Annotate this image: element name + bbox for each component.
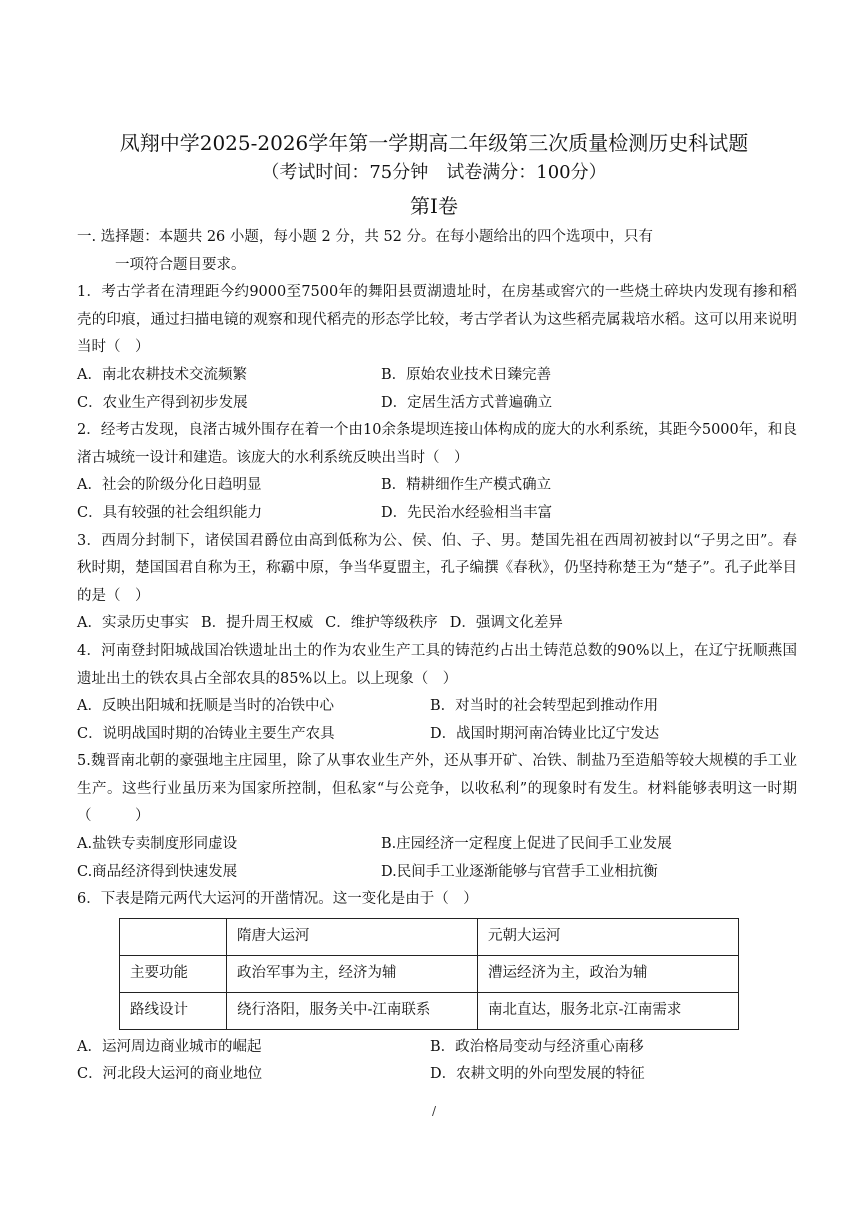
q1-option-c: C．农业生产得到初步发展 — [77, 394, 248, 411]
q3-option-b: B．提升周王权威 — [200, 615, 314, 632]
q6-option-b: B．政治格局变动与经济重心南移 — [430, 1038, 644, 1055]
q6-option-c: C．河北段大运河的商业地位 — [77, 1066, 263, 1083]
question-6-options-row2 — [77, 1061, 797, 1089]
exam-title: 凤翔中学2025-2026学年第一学期高二年级第三次质量检测历史科试题 — [119, 131, 749, 155]
q5-option-a: A.盐铁专卖制度形同虚设 — [77, 836, 238, 853]
q4-option-d: D．战国时期河南冶铸业比辽宁发达 — [430, 725, 660, 742]
table-header-cell — [120, 918, 227, 955]
q5-option-c: C.商品经济得到快速发展 — [77, 863, 238, 880]
question-2-options-row2 — [77, 500, 797, 528]
table-cell: 绕行洛阳，服务关中-江南联系 — [227, 992, 478, 1029]
page-footer-mark: / — [431, 1104, 437, 1118]
question-5-stem: 5.魏晋南北朝的豪强地主庄园里，除了从事农业生产外，还从事开矿、冶铁、制盐乃至造船等较大规模的手工业生产。这些行业虽历来为国家所控制，但私家“与公竞争，以收私利”的现象时有发生。材料能够表明这一时期（ ） — [77, 753, 797, 825]
question-2-options-row1 — [77, 472, 797, 500]
table-header-cell: 隋唐大运河 — [227, 918, 478, 955]
q2-option-d: D．先民治水经验相当丰富 — [381, 504, 553, 521]
table-header-row — [120, 918, 739, 955]
volume-heading: 第Ⅰ卷 — [410, 194, 458, 218]
exam-subtitle: （考试时间：75分钟 试卷满分：100分） — [261, 162, 607, 183]
question-2-stem: 2．经考古发现，良渚古城外围存在着一个由10余条堤坝连接山体构成的庞大的水利系统，其距今5000年，和良渚古城统一设计和建造。该庞大的水利系统反映出当时（ ） — [77, 422, 797, 466]
q6-option-d: D．农耕文明的外向型发展的特征 — [430, 1066, 645, 1083]
q6-option-a: A．运河周边商业城市的崛起 — [77, 1038, 262, 1055]
question-6-stem: 6．下表是隋元两代大运河的开凿情况。这一变化是由于（ ） — [77, 891, 478, 908]
q2-option-a: A．社会的阶级分化日趋明显 — [77, 477, 262, 494]
question-1-stem: 1．考古学者在清理距今约9000至7500年的舞阳县贾湖遗址时，在房基或窖穴的一些烧土碎块内发现有掺和稻壳的印痕，通过扫描电镜的观察和现代稻壳的形态学比较，考古学者认为这些稻壳属栽培水稻。这可以用来说明当时（ ） — [77, 284, 797, 356]
question-4-options-row1 — [77, 693, 797, 721]
q1-option-b: B．原始农业技术日臻完善 — [381, 366, 552, 383]
question-3-options — [77, 610, 797, 638]
question-4-stem: 4．河南登封阳城战国冶铁遗址出土的作为农业生产工具的铸范约占出土铸范总数的90%以上，在辽宁抚顺燕国遗址出土的铁农具占全部农具的85%以上。以上现象（ ） — [77, 642, 797, 687]
table-cell: 主要功能 — [120, 955, 227, 992]
question-3-stem: 3．西周分封制下，诸侯国君爵位由高到低称为公、侯、伯、子、男。楚国先祖在西周初被封以“子男之田”。春秋时期，楚国国君自称为王，称霸中原，争当华夏盟主，孔子编撰《春秋》，仍坚持称楚王为“楚子”。孔子此举目的是（ ） — [77, 532, 797, 604]
q5-option-d: D.民间手工业逐渐能够与官营手工业相抗衡 — [381, 863, 658, 880]
canal-comparison-table — [119, 918, 739, 1030]
q4-option-a: A．反映出阳城和抚顺是当时的冶铁中心 — [77, 698, 334, 715]
q2-option-b: B．精耕细作生产模式确立 — [381, 477, 552, 494]
table-row — [120, 955, 739, 992]
q3-option-c: C．维护等级秩序 — [325, 615, 438, 632]
table-cell: 南北直达，服务北京-江南需求 — [478, 992, 739, 1029]
table-cell: 政治军事为主，经济为辅 — [227, 955, 478, 992]
q4-option-b: B．对当时的社会转型起到推动作用 — [430, 698, 659, 715]
q3-option-d: D．强调文化差异 — [449, 615, 563, 632]
q2-option-c: C．具有较强的社会组织能力 — [77, 504, 263, 521]
table-cell: 路线设计 — [120, 992, 227, 1029]
q1-option-a: A．南北农耕技术交流频繁 — [77, 366, 247, 383]
section-instructions: 一. 选择题：本题共 26 小题，每小题 2 分，共 52 分。在每小题给出的四个选项中，只有 — [77, 229, 653, 245]
question-1-options-row1 — [77, 362, 797, 390]
q3-option-a: A．实录历史事实 — [77, 615, 189, 632]
exam-body — [77, 224, 797, 1089]
question-5-options-row2 — [77, 859, 797, 887]
section-instructions-cont: 一项符合题目要求。 — [115, 256, 246, 273]
table-cell: 漕运经济为主，政治为辅 — [478, 955, 739, 992]
question-5-options-row1 — [77, 831, 797, 859]
table-header-cell: 元朝大运河 — [478, 918, 739, 955]
table-row — [120, 992, 739, 1029]
q4-option-c: C．说明战国时期的冶铸业主要生产农具 — [77, 725, 335, 742]
question-1-options-row2 — [77, 390, 797, 418]
question-4-options-row2 — [77, 721, 797, 749]
q1-option-d: D．定居生活方式普遍确立 — [381, 394, 553, 411]
question-6-options-row1 — [77, 1034, 797, 1062]
q5-option-b: B.庄园经济一定程度上促进了民间手工业发展 — [381, 836, 672, 853]
